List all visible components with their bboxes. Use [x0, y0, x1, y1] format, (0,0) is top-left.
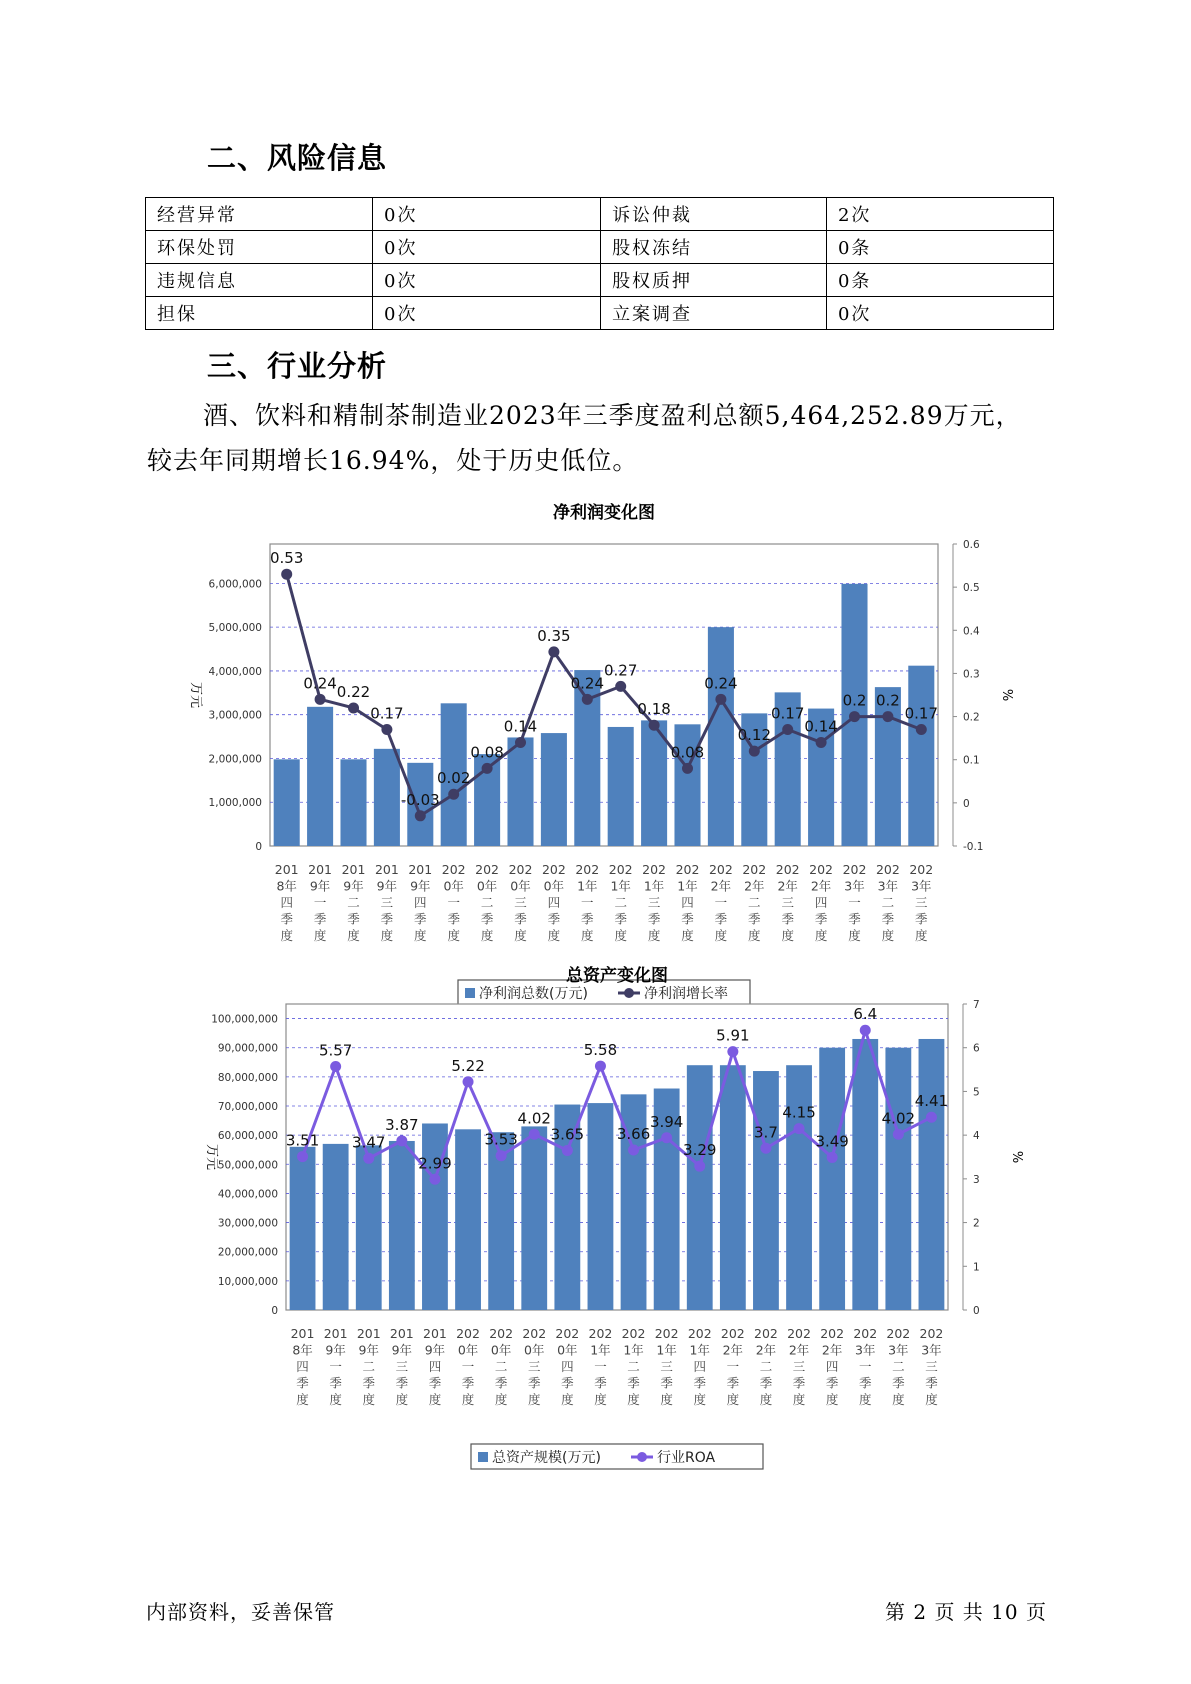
data-point-18: [849, 711, 860, 722]
chart-title: 净利润变化图: [553, 503, 655, 523]
x-tick-label: 202 3年二季度: [886, 1326, 911, 1407]
y-tick-label: 10,000,000: [217, 1275, 278, 1288]
y2-tick-label: 2: [973, 1217, 980, 1230]
data-label-8: 4.02: [517, 1109, 551, 1128]
risk-table-row: [146, 297, 1054, 330]
data-label-10: 0.24: [570, 674, 605, 693]
x-tick-label: 202 2年二季度: [742, 862, 767, 943]
risk-table-row: [146, 198, 1054, 231]
y-tick-label: 20,000,000: [217, 1246, 278, 1259]
y2-tick-label: 0.5: [963, 582, 980, 595]
y-tick-label: 60,000,000: [217, 1130, 278, 1143]
x-tick-label: 201 9年一季度: [308, 862, 333, 943]
data-label-7: 0.08: [470, 743, 504, 762]
y2-tick-label: 0: [963, 797, 970, 810]
x-tick-label: 201 9年三季度: [374, 862, 399, 943]
data-point-3: [348, 702, 359, 713]
y-tick-label: 40,000,000: [217, 1188, 278, 1201]
data-point-7: [482, 763, 493, 774]
data-label-11: 0.27: [603, 661, 638, 680]
y2-tick-label: 0.1: [963, 754, 980, 767]
x-tick-label: 202 1年二季度: [621, 1326, 646, 1407]
data-label-19: 4.02: [881, 1109, 916, 1128]
data-label-9: 3.65: [550, 1125, 585, 1144]
x-tick-label: 202 0年四季度: [541, 862, 566, 943]
data-point-10: [595, 1061, 606, 1072]
x-tick-label: 202 2年四季度: [809, 862, 834, 943]
risk-table-row: [146, 231, 1054, 264]
legend-line-label: 行业ROA: [657, 1450, 716, 1466]
legend-bar-label: 总资产规模(万元): [492, 1450, 601, 1466]
x-tick-label: 202 1年三季度: [642, 862, 667, 943]
data-point-15: [760, 1143, 771, 1154]
total-assets-chart: [0, 963, 1191, 1466]
data-point-8: [515, 737, 526, 748]
bar-3: [340, 759, 366, 846]
y2-tick-label: 0.2: [963, 711, 980, 724]
data-label-2: 0.24: [303, 674, 337, 693]
y2-tick-label: 3: [973, 1173, 980, 1186]
bar-11: [608, 727, 634, 846]
y-tick-label: 1,000,000: [208, 797, 262, 810]
y2-tick-label: 4: [973, 1130, 980, 1143]
x-tick-label: 202 2年三季度: [787, 1326, 811, 1407]
bar-6: [455, 1129, 481, 1310]
data-label-1: 3.51: [285, 1131, 320, 1150]
data-label-9: 0.35: [537, 626, 571, 645]
data-point-13: [682, 763, 693, 774]
data-label-7: 3.53: [484, 1130, 518, 1149]
bar-1: [290, 1147, 316, 1310]
x-tick-label: 202 0年二季度: [489, 1326, 514, 1407]
data-point-19: [893, 1129, 904, 1140]
bar-4: [374, 749, 400, 846]
risk-item-label: 环保处罚: [146, 231, 373, 264]
data-point-13: [694, 1161, 705, 1172]
x-tick-label: 202 1年一季度: [588, 1326, 613, 1407]
risk-item-label: 担保: [146, 297, 373, 330]
bar-8: [507, 737, 533, 846]
data-point-16: [782, 724, 793, 735]
data-label-1: 0.53: [269, 549, 304, 568]
x-tick-label: 201 9年二季度: [341, 862, 366, 943]
data-point-6: [448, 789, 459, 800]
x-tick-label: 201 9年四季度: [423, 1326, 447, 1407]
y-tick-label: 2,000,000: [208, 753, 262, 766]
chart-title: 总资产变化图: [566, 966, 668, 986]
section-title-risk: 二、风险信息: [207, 141, 388, 175]
y2-axis-label: %: [1009, 1150, 1024, 1164]
y2-tick-label: 0: [973, 1305, 980, 1317]
data-label-4: 3.87: [385, 1115, 419, 1134]
x-tick-label: 202 0年一季度: [441, 862, 466, 943]
data-label-15: 3.7: [754, 1123, 778, 1142]
x-tick-label: 202 1年一季度: [575, 862, 600, 943]
bar-16: [786, 1065, 812, 1310]
risk-item-value: 0条: [826, 264, 1053, 297]
risk-item-label: 股权冻结: [601, 231, 827, 264]
legend-line-label: 净利润增长率: [644, 986, 728, 1002]
data-point-14: [715, 694, 726, 705]
data-label-4: 0.17: [370, 704, 404, 723]
data-point-2: [330, 1061, 341, 1072]
data-label-18: 0.2: [842, 691, 867, 710]
data-point-11: [628, 1145, 639, 1156]
bar-20: [908, 666, 934, 846]
data-label-6: 0.02: [436, 769, 471, 788]
x-tick-label: 202 0年三季度: [508, 862, 533, 943]
data-point-8: [529, 1129, 540, 1140]
bar-8: [521, 1126, 547, 1310]
footer-page-number: 第 2 页 共 10 页: [885, 1600, 1047, 1624]
y2-tick-label: 0.6: [963, 539, 980, 551]
bar-4: [389, 1141, 415, 1310]
risk-item-value: 2次: [826, 198, 1053, 231]
data-label-12: 0.18: [637, 700, 671, 719]
y2-tick-label: 7: [973, 999, 980, 1011]
section-title-industry: 三、行业分析: [207, 349, 388, 383]
data-point-12: [649, 720, 660, 731]
data-point-4: [381, 724, 392, 735]
y2-tick-label: 1: [973, 1261, 980, 1274]
risk-item-label: 经营异常: [146, 198, 373, 231]
data-label-11: 3.66: [616, 1125, 651, 1144]
risk-table-row: [146, 264, 1054, 297]
data-label-20: 4.41: [914, 1092, 949, 1111]
footer-confidential: 内部资料，妥善保管: [146, 1600, 335, 1624]
y2-tick-label: 0.4: [963, 625, 980, 638]
bar-2: [323, 1144, 349, 1310]
bar-18: [852, 1039, 878, 1310]
data-label-8: 0.14: [503, 717, 538, 736]
y-tick-label: 0: [271, 1305, 278, 1317]
data-point-6: [463, 1076, 474, 1087]
data-label-16: 0.17: [770, 704, 805, 723]
data-point-17: [827, 1152, 838, 1163]
data-label-13: 0.08: [670, 743, 705, 762]
bar-9: [541, 733, 567, 846]
y-tick-label: 80,000,000: [217, 1071, 278, 1084]
y-tick-label: 70,000,000: [217, 1101, 278, 1113]
data-label-10: 5.58: [583, 1041, 618, 1060]
data-point-1: [281, 569, 292, 580]
risk-item-value: 0次: [373, 198, 601, 231]
data-label-19: 0.2: [875, 691, 900, 710]
y-axis-label: 万元: [204, 1143, 219, 1171]
y-tick-label: 3,000,000: [208, 709, 262, 722]
x-tick-label: 202 0年一季度: [456, 1326, 480, 1407]
bar-1: [274, 759, 300, 846]
data-point-20: [916, 724, 927, 735]
x-tick-label: 201 8年四季度: [290, 1326, 315, 1407]
x-tick-label: 202 3年一季度: [842, 862, 867, 943]
y-tick-label: 0: [255, 841, 262, 853]
bar-17: [819, 1048, 845, 1310]
legend-line-marker: [637, 1452, 647, 1462]
x-tick-label: 202 2年三季度: [775, 862, 800, 943]
legend-bar-swatch: [478, 1452, 488, 1462]
y2-tick-label: 6: [973, 1042, 980, 1055]
data-point-5: [415, 810, 426, 821]
y-tick-label: 4,000,000: [208, 665, 262, 678]
data-label-13: 3.29: [683, 1141, 717, 1160]
data-point-5: [429, 1174, 440, 1185]
risk-table: [145, 197, 1054, 330]
industry-paragraph: [147, 393, 1047, 483]
y-tick-label: 30,000,000: [217, 1217, 278, 1230]
data-label-12: 3.94: [649, 1112, 684, 1131]
data-point-2: [315, 694, 326, 705]
data-point-11: [615, 681, 626, 692]
data-label-17: 3.49: [815, 1132, 849, 1151]
x-tick-label: 202 1年三季度: [654, 1326, 679, 1407]
x-tick-label: 202 1年四季度: [687, 1326, 712, 1407]
bar-14: [708, 627, 734, 846]
data-point-14: [727, 1046, 738, 1057]
paragraph-line-2: 较去年同期增长16.94%，处于历史低位。: [147, 446, 639, 475]
bar-19: [885, 1048, 911, 1310]
data-label-15: 0.12: [737, 726, 772, 745]
data-point-20: [926, 1112, 937, 1123]
y-tick-label: 6,000,000: [208, 578, 262, 591]
data-point-18: [860, 1025, 871, 1036]
x-tick-label: 201 9年三季度: [389, 1326, 414, 1407]
risk-item-value: 0次: [373, 231, 601, 264]
risk-item-label: 诉讼仲裁: [601, 198, 827, 231]
risk-item-value: 0次: [373, 264, 601, 297]
data-point-12: [661, 1132, 672, 1143]
bar-10: [588, 1103, 614, 1310]
risk-item-value: 0次: [826, 297, 1053, 330]
bar-20: [919, 1039, 945, 1310]
x-tick-label: 202 0年三季度: [522, 1326, 547, 1407]
y-axis-label: 万元: [188, 681, 203, 709]
data-label-5: 2.99: [418, 1154, 452, 1173]
data-label-18: 6.4: [853, 1005, 878, 1024]
x-tick-label: 202 3年二季度: [875, 862, 900, 943]
risk-item-label: 立案调查: [601, 297, 827, 330]
x-tick-label: 201 8年四季度: [274, 862, 299, 943]
data-label-2: 5.57: [318, 1041, 353, 1060]
data-point-16: [794, 1123, 805, 1134]
x-tick-label: 201 9年一季度: [323, 1326, 348, 1407]
y2-tick-label: -0.1: [963, 841, 984, 853]
bar-19: [875, 687, 901, 846]
x-tick-label: 201 9年四季度: [408, 862, 433, 943]
data-point-17: [816, 737, 827, 748]
data-label-20: 0.17: [904, 704, 939, 723]
y2-axis-label: %: [999, 688, 1014, 702]
paragraph-line-1: 酒、饮料和精制茶制造业2023年三季度盈利总额5,464,252.89万元，: [203, 401, 1022, 430]
y-tick-label: 100,000,000: [211, 1013, 278, 1026]
data-label-3: 0.22: [336, 682, 371, 701]
data-point-3: [363, 1153, 374, 1164]
data-point-1: [297, 1151, 308, 1162]
x-tick-label: 202 3年三季度: [919, 1326, 944, 1407]
x-tick-label: 202 2年一季度: [708, 862, 733, 943]
risk-item-value: 0条: [826, 231, 1053, 264]
data-label-3: 3.47: [352, 1133, 386, 1152]
data-point-9: [562, 1145, 573, 1156]
x-tick-label: 202 2年四季度: [820, 1326, 845, 1407]
bar-2: [307, 707, 333, 846]
y2-tick-label: 5: [973, 1086, 980, 1099]
y-tick-label: 5,000,000: [208, 622, 262, 635]
risk-item-label: 股权质押: [601, 264, 827, 297]
data-label-6: 5.22: [451, 1056, 485, 1075]
legend-bar-label: 净利润总数(万元): [479, 986, 588, 1002]
bar-14: [720, 1065, 746, 1310]
y2-tick-label: 0.3: [963, 668, 980, 681]
x-tick-label: 201 9年二季度: [356, 1326, 381, 1407]
data-point-10: [582, 694, 593, 705]
bar-15: [753, 1071, 779, 1310]
data-label-16: 4.15: [782, 1103, 816, 1122]
risk-item-value: 0次: [373, 297, 601, 330]
data-point-7: [496, 1150, 507, 1161]
x-tick-label: 202 1年四季度: [675, 862, 700, 943]
x-tick-label: 202 3年三季度: [909, 862, 934, 943]
x-tick-label: 202 3年一季度: [853, 1326, 878, 1407]
y-tick-label: 90,000,000: [217, 1042, 278, 1055]
data-label-14: 0.24: [704, 674, 738, 693]
data-label-14: 5.91: [716, 1026, 750, 1045]
data-point-9: [548, 646, 559, 657]
data-label-5: -0.03: [400, 790, 440, 809]
data-point-19: [882, 711, 893, 722]
bar-3: [356, 1145, 382, 1310]
data-point-4: [396, 1135, 407, 1146]
data-label-17: 0.14: [804, 717, 838, 736]
data-point-15: [749, 746, 760, 757]
x-tick-label: 202 2年一季度: [720, 1326, 745, 1407]
x-tick-label: 202 0年二季度: [475, 862, 500, 943]
x-tick-label: 202 2年二季度: [754, 1326, 778, 1407]
y-tick-label: 50,000,000: [217, 1159, 278, 1172]
bar-13: [687, 1065, 713, 1310]
risk-item-label: 违规信息: [146, 264, 373, 297]
x-tick-label: 202 1年二季度: [608, 862, 633, 943]
x-tick-label: 202 0年四季度: [555, 1326, 580, 1407]
